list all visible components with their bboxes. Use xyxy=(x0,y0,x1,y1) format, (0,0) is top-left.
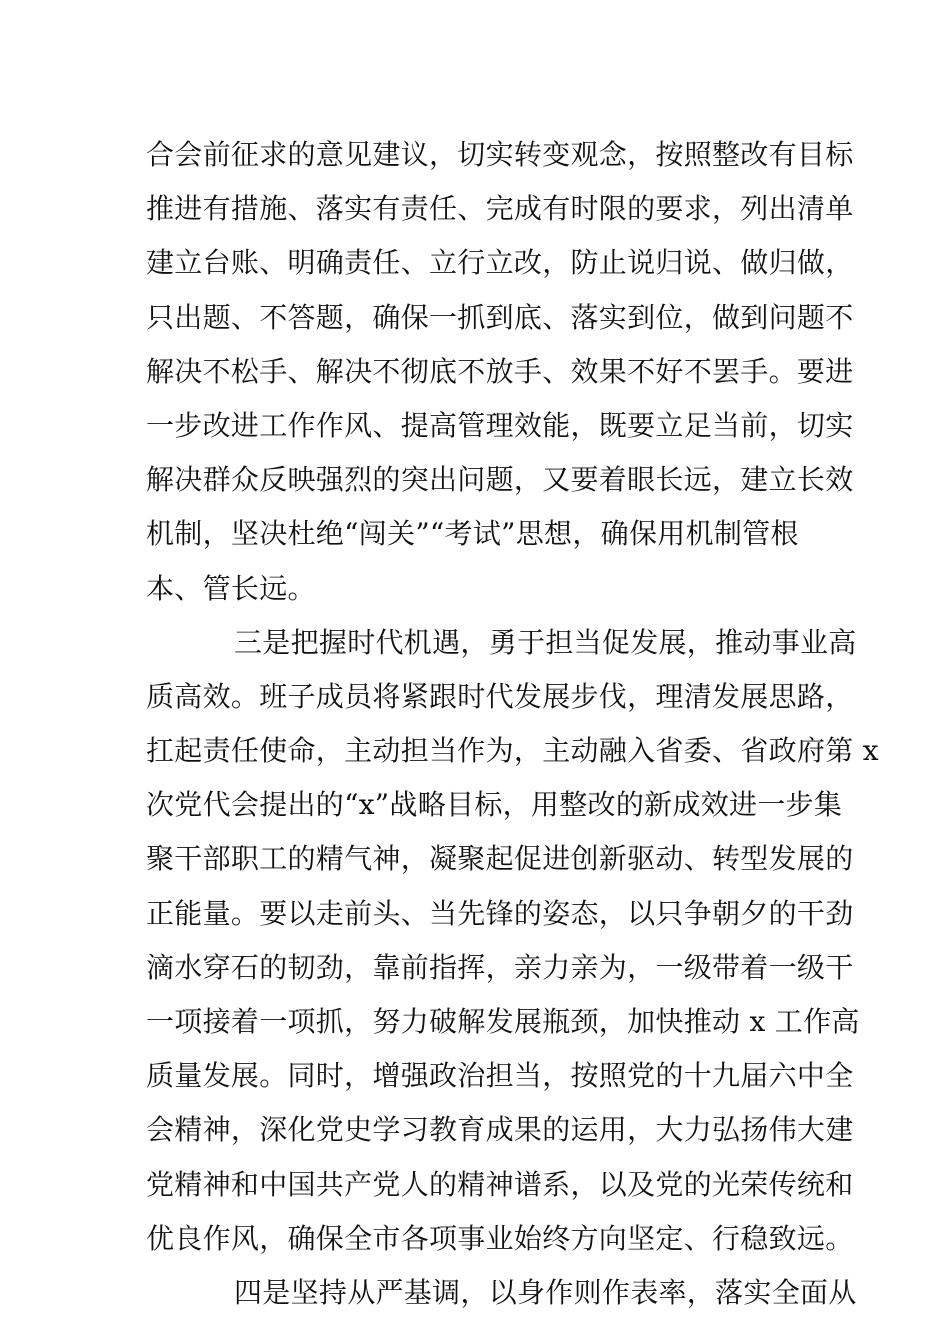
text-line: 解决群众反映强烈的突出问题，又要着眼长远，建立长效 xyxy=(146,463,854,497)
text-line: 建立台账、明确责任、立行立改，防止说归说、做归做， xyxy=(146,246,854,280)
text-line: 只出题、不答题，确保一抓到底、落实到位，做到问题不 xyxy=(146,300,854,334)
paragraph-start-line: 四是坚持从严基调，以身作则作表率，落实全面从 xyxy=(234,1275,857,1309)
text-line: 推进有措施、落实有责任、完成有时限的要求，列出清单 xyxy=(146,192,854,226)
text-line: 聚干部职工的精气神，凝聚起促进创新驱动、转型发展的 xyxy=(146,842,854,876)
text-line: 一项接着一项抓，努力破解发展瓶颈，加快推动 x 工作高 xyxy=(146,1005,860,1038)
text-line: 合会前征求的意见建议，切实转变观念，按照整改有目标 xyxy=(146,138,854,171)
paragraph-start-line: 三是把握时代机遇，勇于担当促发展，推动事业高 xyxy=(234,625,857,659)
text-line: 扛起责任使命，主动担当作为，主动融入省委、省政府第 x xyxy=(146,734,879,768)
text-line: 本、管长远。 xyxy=(146,571,316,605)
text-line: 一步改进工作作风、提高管理效能，既要立足当前，切实 xyxy=(146,408,854,442)
text-line: 机制，坚决杜绝“闯关”“考试”思想，确保用机制管根 xyxy=(146,517,799,551)
text-line: 解决不松手、解决不彻底不放手、效果不好不罢手。要进 xyxy=(146,354,854,388)
text-line: 优良作风，确保全市各项事业始终方向坚定、行稳致远。 xyxy=(146,1221,854,1255)
text-line: 正能量。要以走前头、当先锋的姿态，以只争朝夕的干劲 xyxy=(146,896,854,930)
body-text xyxy=(146,128,879,1320)
text-line: 质量发展。同时，增强政治担当，按照党的十九届六中全 xyxy=(146,1059,854,1093)
text-line: 党精神和中国共产党人的精神谱系，以及党的光荣传统和 xyxy=(146,1167,854,1201)
text-line: 次党代会提出的“x”战略目标，用整改的新成效进一步集 xyxy=(146,788,843,822)
text-line: 滴水穿石的韧劲，靠前指挥，亲力亲为，一级带着一级干 xyxy=(146,950,854,984)
text-line: 会精神，深化党史学习教育成果的运用，大力弘扬伟大建 xyxy=(146,1113,854,1147)
text-line: 质高效。班子成员将紧跟时代发展步伐，理清发展思路， xyxy=(146,679,854,713)
